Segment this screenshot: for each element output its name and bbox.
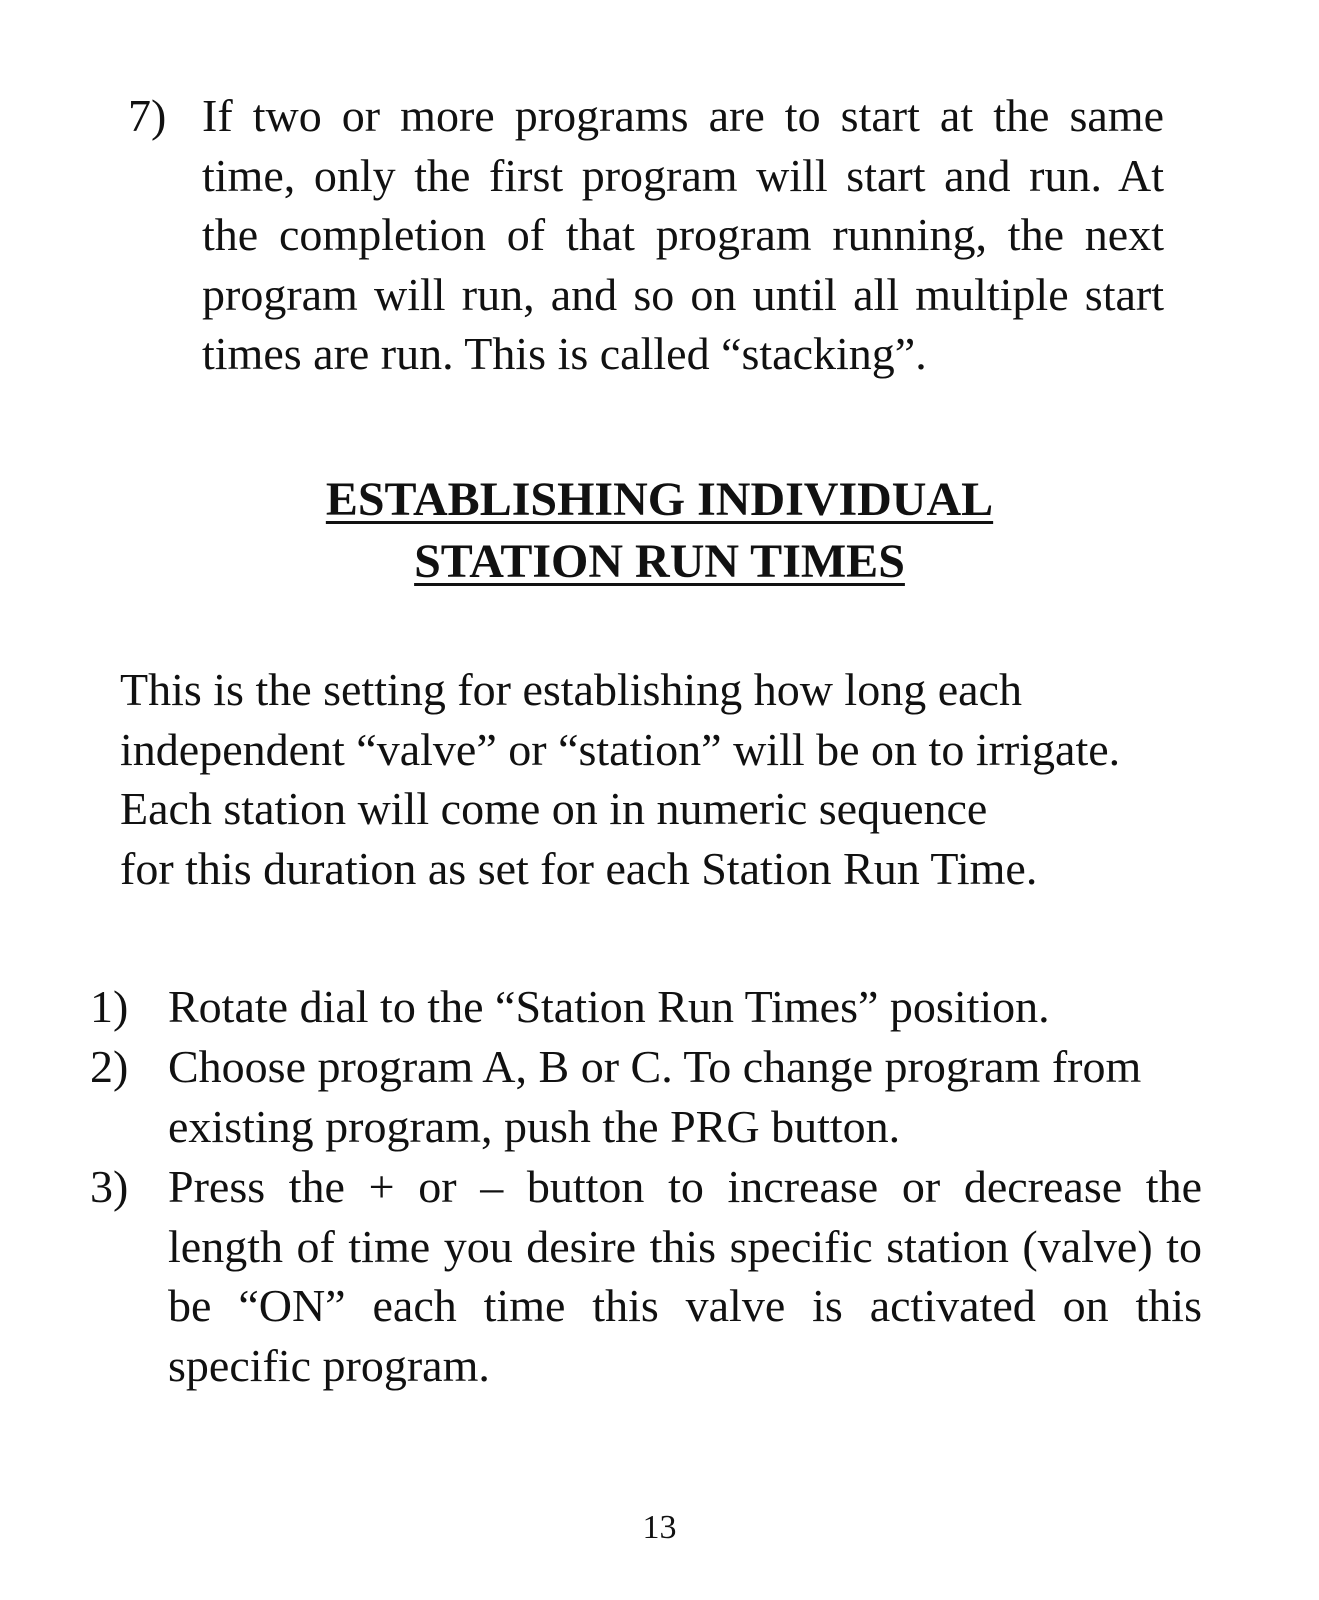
page-number: 13	[642, 1509, 677, 1546]
intro-line: Each station will come on in numeric sequence	[120, 783, 988, 834]
list-text: If two or more programs are to start at the same time, only the first program will start and run. At the completion of that program running, the next program will run, and so on until all multiple start times are run. This is called “stacking”.	[202, 90, 1164, 379]
list-text: Press the + or – button to increase or decrease the length of time you desire this specific station (valve) to be “ON” each time this valve is activated on this specific program.	[168, 1161, 1202, 1391]
intro-line: This is the setting for establishing how long each	[120, 664, 1022, 715]
list-number: 2)	[90, 1041, 129, 1092]
intro-line: independent “valve” or “station” will be on to irrigate.	[120, 723, 1121, 775]
list-number: 1)	[90, 981, 129, 1032]
list-number: 7)	[128, 90, 167, 141]
intro-line: for this duration as set for each Station Run Time.	[120, 842, 1038, 894]
heading-line-1: ESTABLISHING INDIVIDUAL	[325, 473, 994, 526]
list-text: Rotate dial to the “Station Run Times” position.	[168, 981, 1050, 1032]
intro-paragraph	[120, 660, 1240, 898]
section-heading	[0, 469, 1319, 593]
list-number: 3)	[90, 1161, 129, 1212]
heading-line-2: STATION RUN TIMES	[414, 535, 905, 588]
list-text: Choose program A, B or C. To change program from existing program, push the PRG button.	[168, 1041, 1142, 1152]
